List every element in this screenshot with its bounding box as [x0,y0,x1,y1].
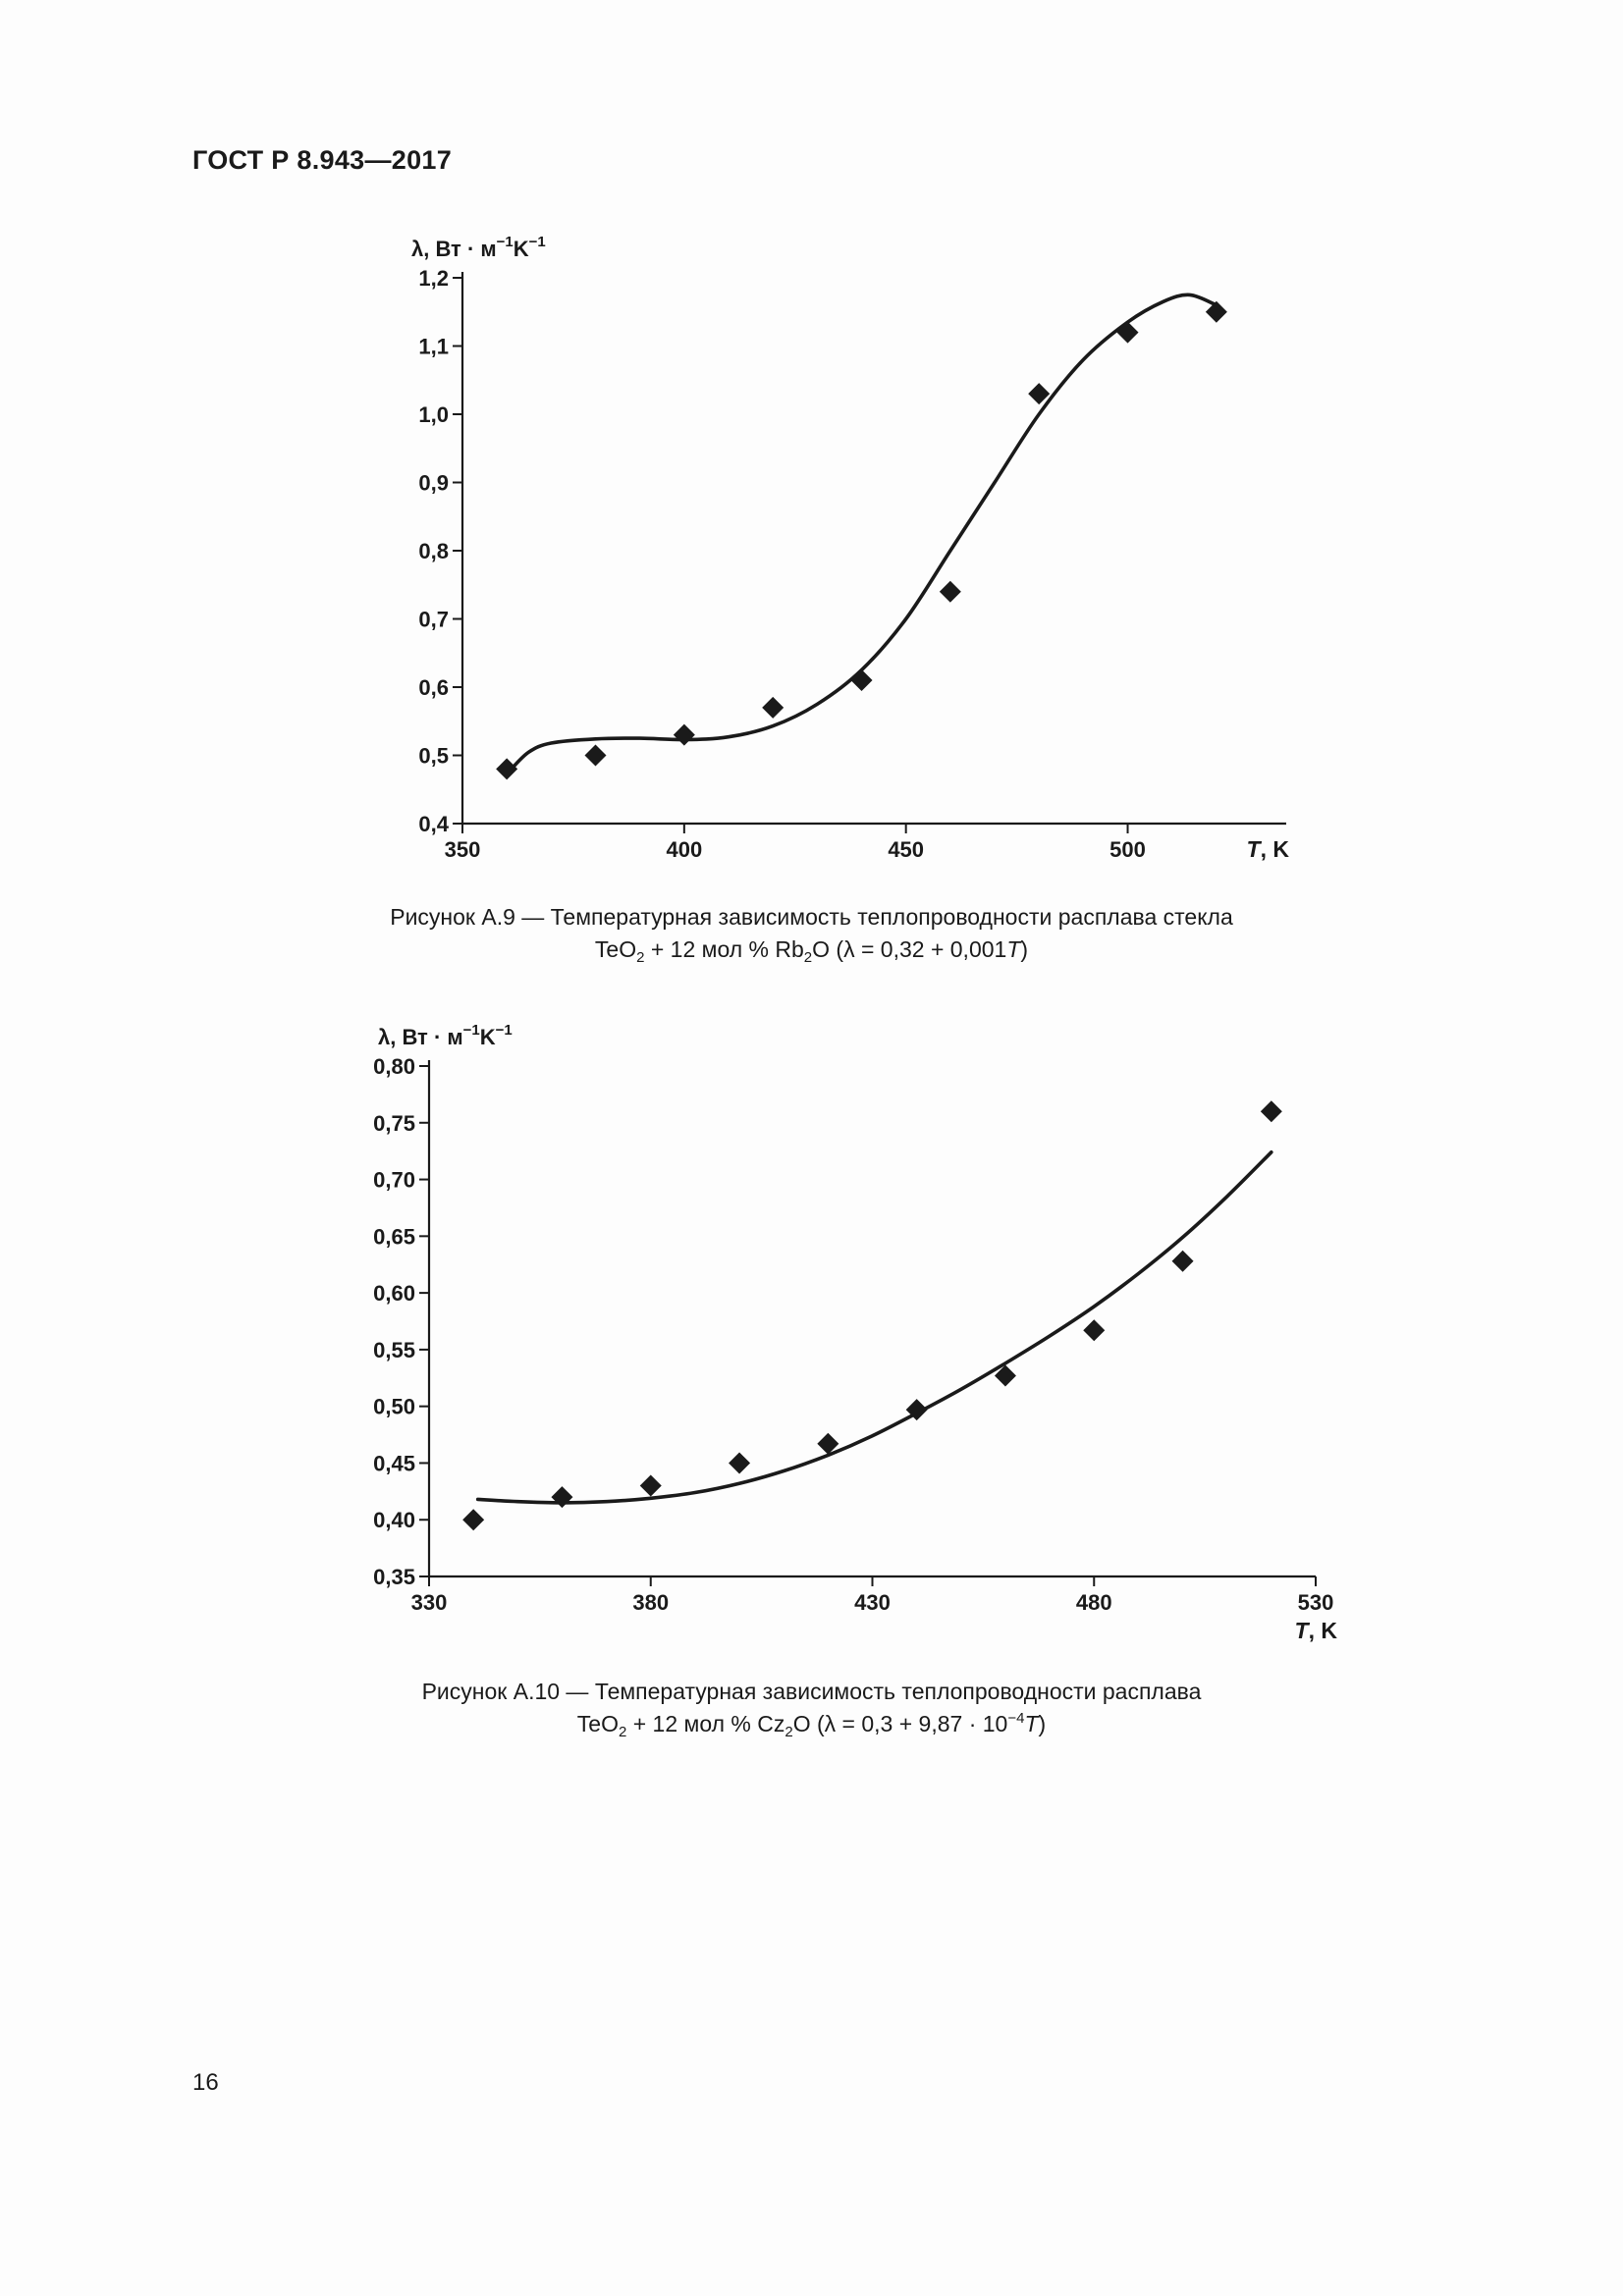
caption-line-2 [0,934,1623,966]
y-tick-label: 1,1 [418,334,449,359]
chart-thermal-conductivity-rb2o [0,216,1623,883]
y-tick-label: 1,0 [418,402,449,427]
caption-text: TeO [576,1711,619,1736]
x-axis-label-unit: , K [1308,1618,1337,1643]
data-point [640,1475,662,1497]
y-tick-label: 0,55 [373,1337,415,1362]
caption-superscript: −4 [1007,1710,1025,1727]
data-point [551,1486,572,1508]
x-tick-label: 450 [888,837,925,862]
x-tick-label: 350 [444,837,481,862]
y-tick-label: 0,75 [373,1110,415,1136]
y-tick-label: 0,60 [373,1281,415,1307]
data-point [762,697,784,719]
y-tick-label: 0,4 [418,812,449,836]
caption-subscript: 2 [803,949,813,966]
caption-text: + 12 мол % Cz [626,1711,785,1736]
y-tick-label: 0,50 [373,1394,415,1419]
data-point [585,745,607,767]
caption-subscript: 2 [618,1724,627,1740]
x-axis-label-var: T [1246,836,1261,862]
fit-curve [478,1152,1271,1503]
x-axis-label [1295,1618,1338,1643]
fit-curve [512,294,1217,769]
y-tick-label: 0,70 [373,1167,415,1193]
data-point [1083,1319,1105,1341]
figure-a10-caption [0,1676,1623,1740]
y-axis-label-sup: −1 [495,1022,513,1039]
caption-text: O (λ = 0,32 + 0,001 [812,936,1007,962]
y-tick-label: 0,7 [418,607,449,632]
x-tick-label: 430 [854,1590,891,1615]
document-code: ГОСТ Р 8.943—2017 [192,145,453,175]
caption-line-2 [0,1708,1623,1740]
data-point [1117,322,1139,344]
caption-text: TeO [594,936,637,962]
data-point [674,724,695,746]
caption-text: O (λ = 0,3 + 9,87 · 10 [792,1711,1008,1736]
y-axis-label-sup: −1 [462,1022,480,1039]
x-tick-label: 400 [666,837,703,862]
y-axis-label-base: λ, Вт · м [378,1025,463,1049]
x-tick-label: 330 [410,1590,448,1615]
page-number: 16 [192,2069,219,2096]
data-point [462,1509,484,1530]
caption-line-1: Рисунок А.9 — Температурная зависимость теплопроводности расплава стекла [390,904,1233,930]
y-axis-label [378,1022,513,1049]
y-tick-label: 0,65 [373,1224,415,1250]
y-axis-label-sup: −1 [528,234,546,250]
y-axis-label-unit: K [479,1025,496,1049]
y-tick-label: 0,80 [373,1054,415,1079]
y-axis-label-unit: K [513,237,529,261]
y-tick-label: 1,2 [418,266,449,291]
y-tick-label: 0,6 [418,675,449,700]
x-axis-label-unit: , K [1260,836,1289,862]
x-tick-label: 530 [1297,1590,1334,1615]
data-point [496,758,517,779]
figure-a9-caption [0,901,1623,966]
y-tick-label: 0,8 [418,539,449,563]
y-axis-label [411,234,546,261]
caption-italic: T [1006,936,1021,962]
caption-text: + 12 мол % Rb [644,936,804,962]
data-point [851,669,873,691]
data-point [1206,301,1227,323]
x-axis-label-var: T [1294,1618,1309,1643]
data-point [729,1452,750,1473]
y-tick-label: 0,40 [373,1508,415,1533]
caption-text: ) [1038,1711,1047,1736]
caption-text: ) [1020,936,1029,962]
x-tick-label: 480 [1075,1590,1112,1615]
data-point [1261,1100,1282,1122]
caption-italic: T [1024,1711,1039,1736]
x-axis-label [1247,836,1290,862]
chart-thermal-conductivity-cz2o [0,1006,1623,1674]
caption-line-1: Рисунок А.10 — Температурная зависимость теплопроводности расплава [421,1679,1202,1704]
y-axis-label-sup: −1 [496,234,514,250]
y-axis-label-base: λ, Вт · м [411,237,497,261]
caption-subscript: 2 [636,949,645,966]
y-tick-label: 0,9 [418,470,449,496]
data-point [940,581,961,603]
x-tick-label: 380 [632,1590,670,1615]
x-tick-label: 500 [1109,837,1146,862]
data-point [1172,1251,1194,1272]
y-tick-label: 0,35 [373,1565,415,1589]
y-tick-label: 0,5 [418,743,449,769]
y-tick-label: 0,45 [373,1451,415,1476]
caption-subscript: 2 [784,1724,793,1740]
